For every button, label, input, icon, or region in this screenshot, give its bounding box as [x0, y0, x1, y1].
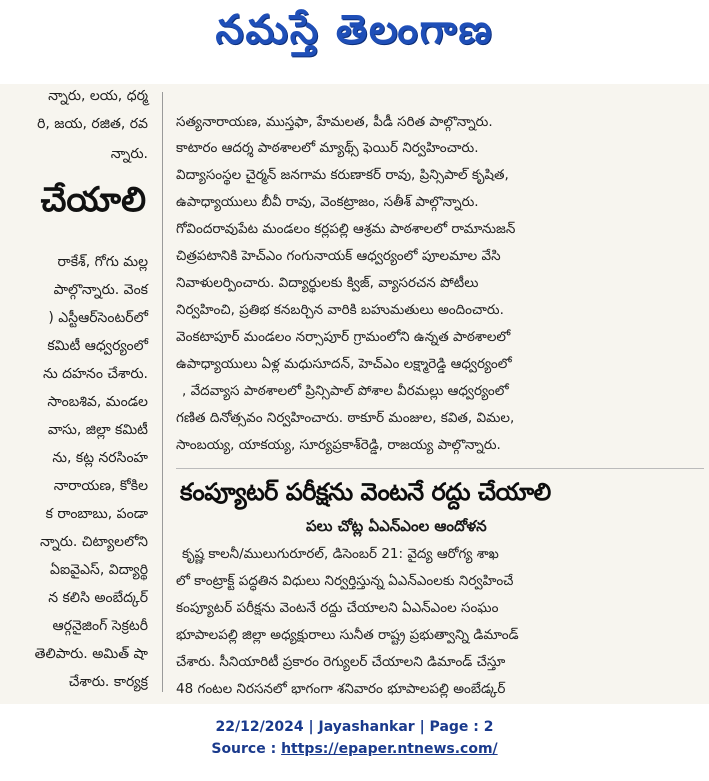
- left-line: ను, కట్ల నరసింహ: [52, 450, 148, 466]
- article-line: 48 గంటల నిరసనలో భాగంగా శనివారం భూపాలపల్లి అంబేడ్కర్: [176, 681, 506, 697]
- left-line: సాంబశివ, మండల: [47, 394, 148, 410]
- edition-meta: 22/12/2024 | Jayashankar | Page : 2: [215, 719, 494, 735]
- article-line: చేశారు. సీనియారిటీ ప్రకారం రెగ్యులర్ చేయాలని డిమాండ్ చేస్తూ: [176, 654, 506, 670]
- article-line: వెంకటాపూర్ మండలం నర్సాపూర్ గ్రామంలోని ఉన్నత పాఠశాలలో: [176, 329, 511, 345]
- left-line: న్నారు.: [110, 146, 148, 162]
- left-column: [0, 84, 152, 704]
- section-rule: [176, 468, 704, 469]
- left-line: ను దహనం చేశారు.: [43, 366, 148, 382]
- left-headline-fragment: చేయాలి: [40, 180, 146, 220]
- left-line: ) ఎస్టీఆర్‌సెంటర్‌లో: [48, 310, 148, 326]
- left-line: న్నారు. చిట్యాలలోని: [40, 534, 148, 550]
- newspaper-title: నమస్తే తెలంగాణ: [215, 6, 494, 53]
- left-line: రాకేశ్, గోగు మల్ల: [57, 254, 148, 270]
- left-line: నారాయణ, కోకిల: [53, 478, 148, 494]
- article-line: విద్యాసంస్థల చైర్మన్ జనగామ కరుణాకర్ రావు, ప్రిన్సిపాల్ కృషిత,: [176, 167, 509, 183]
- left-line: వాసు, జిల్లా కమిటీ: [47, 422, 148, 438]
- article-line: కృష్ణ కాలనీ/ములుగురూరల్, డిసెంబర్ 21: వైద్య ఆరోగ్య శాఖ: [182, 546, 499, 562]
- footer: [0, 716, 709, 760]
- source-link[interactable]: https://epaper.ntnews.com/: [281, 741, 498, 757]
- left-line: న కలిసి అంబేద్కర్: [48, 590, 148, 606]
- source-line: [0, 738, 709, 760]
- left-line: కమిటీ ఆధ్వర్యంలో: [47, 338, 148, 354]
- left-line: న్నారు, లయ, ధర్మ: [48, 88, 148, 104]
- article-line: నివాళులర్పించారు. విద్యార్థులకు క్విజ్, వ్యాసరచన పోటీలు: [176, 275, 479, 291]
- article-line: గోవిందరావుపేట మండలం కర్లపల్లి ఆశ్రమ పాఠశాలలో రామానుజన్: [176, 221, 516, 237]
- left-line: పాల్గొన్నారు. వెంక: [53, 282, 148, 298]
- left-line: చేశారు. కార్యక్ర: [68, 674, 148, 690]
- article-line: ఉపాధ్యాయులు ఏళ్ల మధుసూదన్, హెచ్ఎం లక్ష్మారెడ్డి ఆధ్వర్యంలో: [176, 356, 512, 372]
- article-line: కాటారం ఆదర్శ పాఠశాలలో మ్యాథ్స్ ఫెయిర్ నిర్వహించారు.: [176, 140, 479, 156]
- article-line: లో కాంట్రాక్ట్ పద్ధతిన విధులు నిర్వర్తిస్తున్న ఏఎన్ఎంలకు నిర్వహించే: [176, 573, 514, 589]
- left-line: ఆర్గనైజింగ్ సెక్రటరీ: [52, 618, 148, 634]
- article-line: , వేదవ్యాస పాఠశాలలో ప్రిన్సిపాల్ పోశాల వీరమల్లు ఆధ్వర్యంలో: [182, 383, 509, 399]
- left-line: క రాంబాబు, పండా: [45, 506, 148, 522]
- article-line: నిర్వహించి, ప్రతిభ కనబర్చిన వారికి బహుమతులు అందించారు.: [176, 302, 504, 318]
- article-line: చిత్రపటానికి హెచ్ఎం గంగునాయక్ ఆధ్వర్యంలో పూలమాల వేసి: [176, 248, 501, 264]
- article-line: ఉపాధ్యాయులు బీవీ రావు, వెంకట్రాజం, సతీశ్ పాల్గొన్నారు.: [176, 194, 479, 210]
- article-line: భూపాలపల్లి జిల్లా అధ్యక్షురాలు సునీత రాష్ట్ర ప్రభుత్వాన్ని డిమాండ్: [176, 627, 519, 643]
- left-line: తెలిపారు. అమిత్ షా: [34, 646, 148, 662]
- article-subheadline: పలు చోట్ల ఏఎన్ఎంల ఆందోళన: [306, 517, 487, 535]
- source-label: Source :: [211, 741, 282, 757]
- left-line: రి, జయ, రజిత, రవ: [37, 116, 148, 132]
- masthead: [0, 0, 709, 82]
- left-line: ఏఐవైఎస్, విద్యార్థి: [50, 562, 148, 578]
- article-line: కంప్యూటర్ పరీక్షను వెంటనే రద్దు చేయాలని ఏఎన్ఎంల సంఘం: [176, 600, 499, 616]
- article-line: గణిత దినోత్సవం నిర్వహించారు. ఠాకూర్ మంజుల, కవిత, విమల,: [176, 410, 515, 426]
- article-headline: కంప్యూటర్ పరీక్షను వెంటనే రద్దు చేయాలి: [180, 478, 551, 506]
- right-column: [176, 84, 704, 704]
- article-line: సత్యనారాయణ, ముస్తఫా, హేమలత, పీడీ సరిత పాల్గొన్నారు.: [176, 114, 493, 130]
- column-divider: [162, 92, 163, 692]
- newspaper-clipping: [0, 84, 709, 704]
- article-line: సాంబయ్య, యాకయ్య, సూర్యప్రకాశ్‌రెడ్డి, రాజయ్య పాల్గొన్నారు.: [176, 437, 501, 453]
